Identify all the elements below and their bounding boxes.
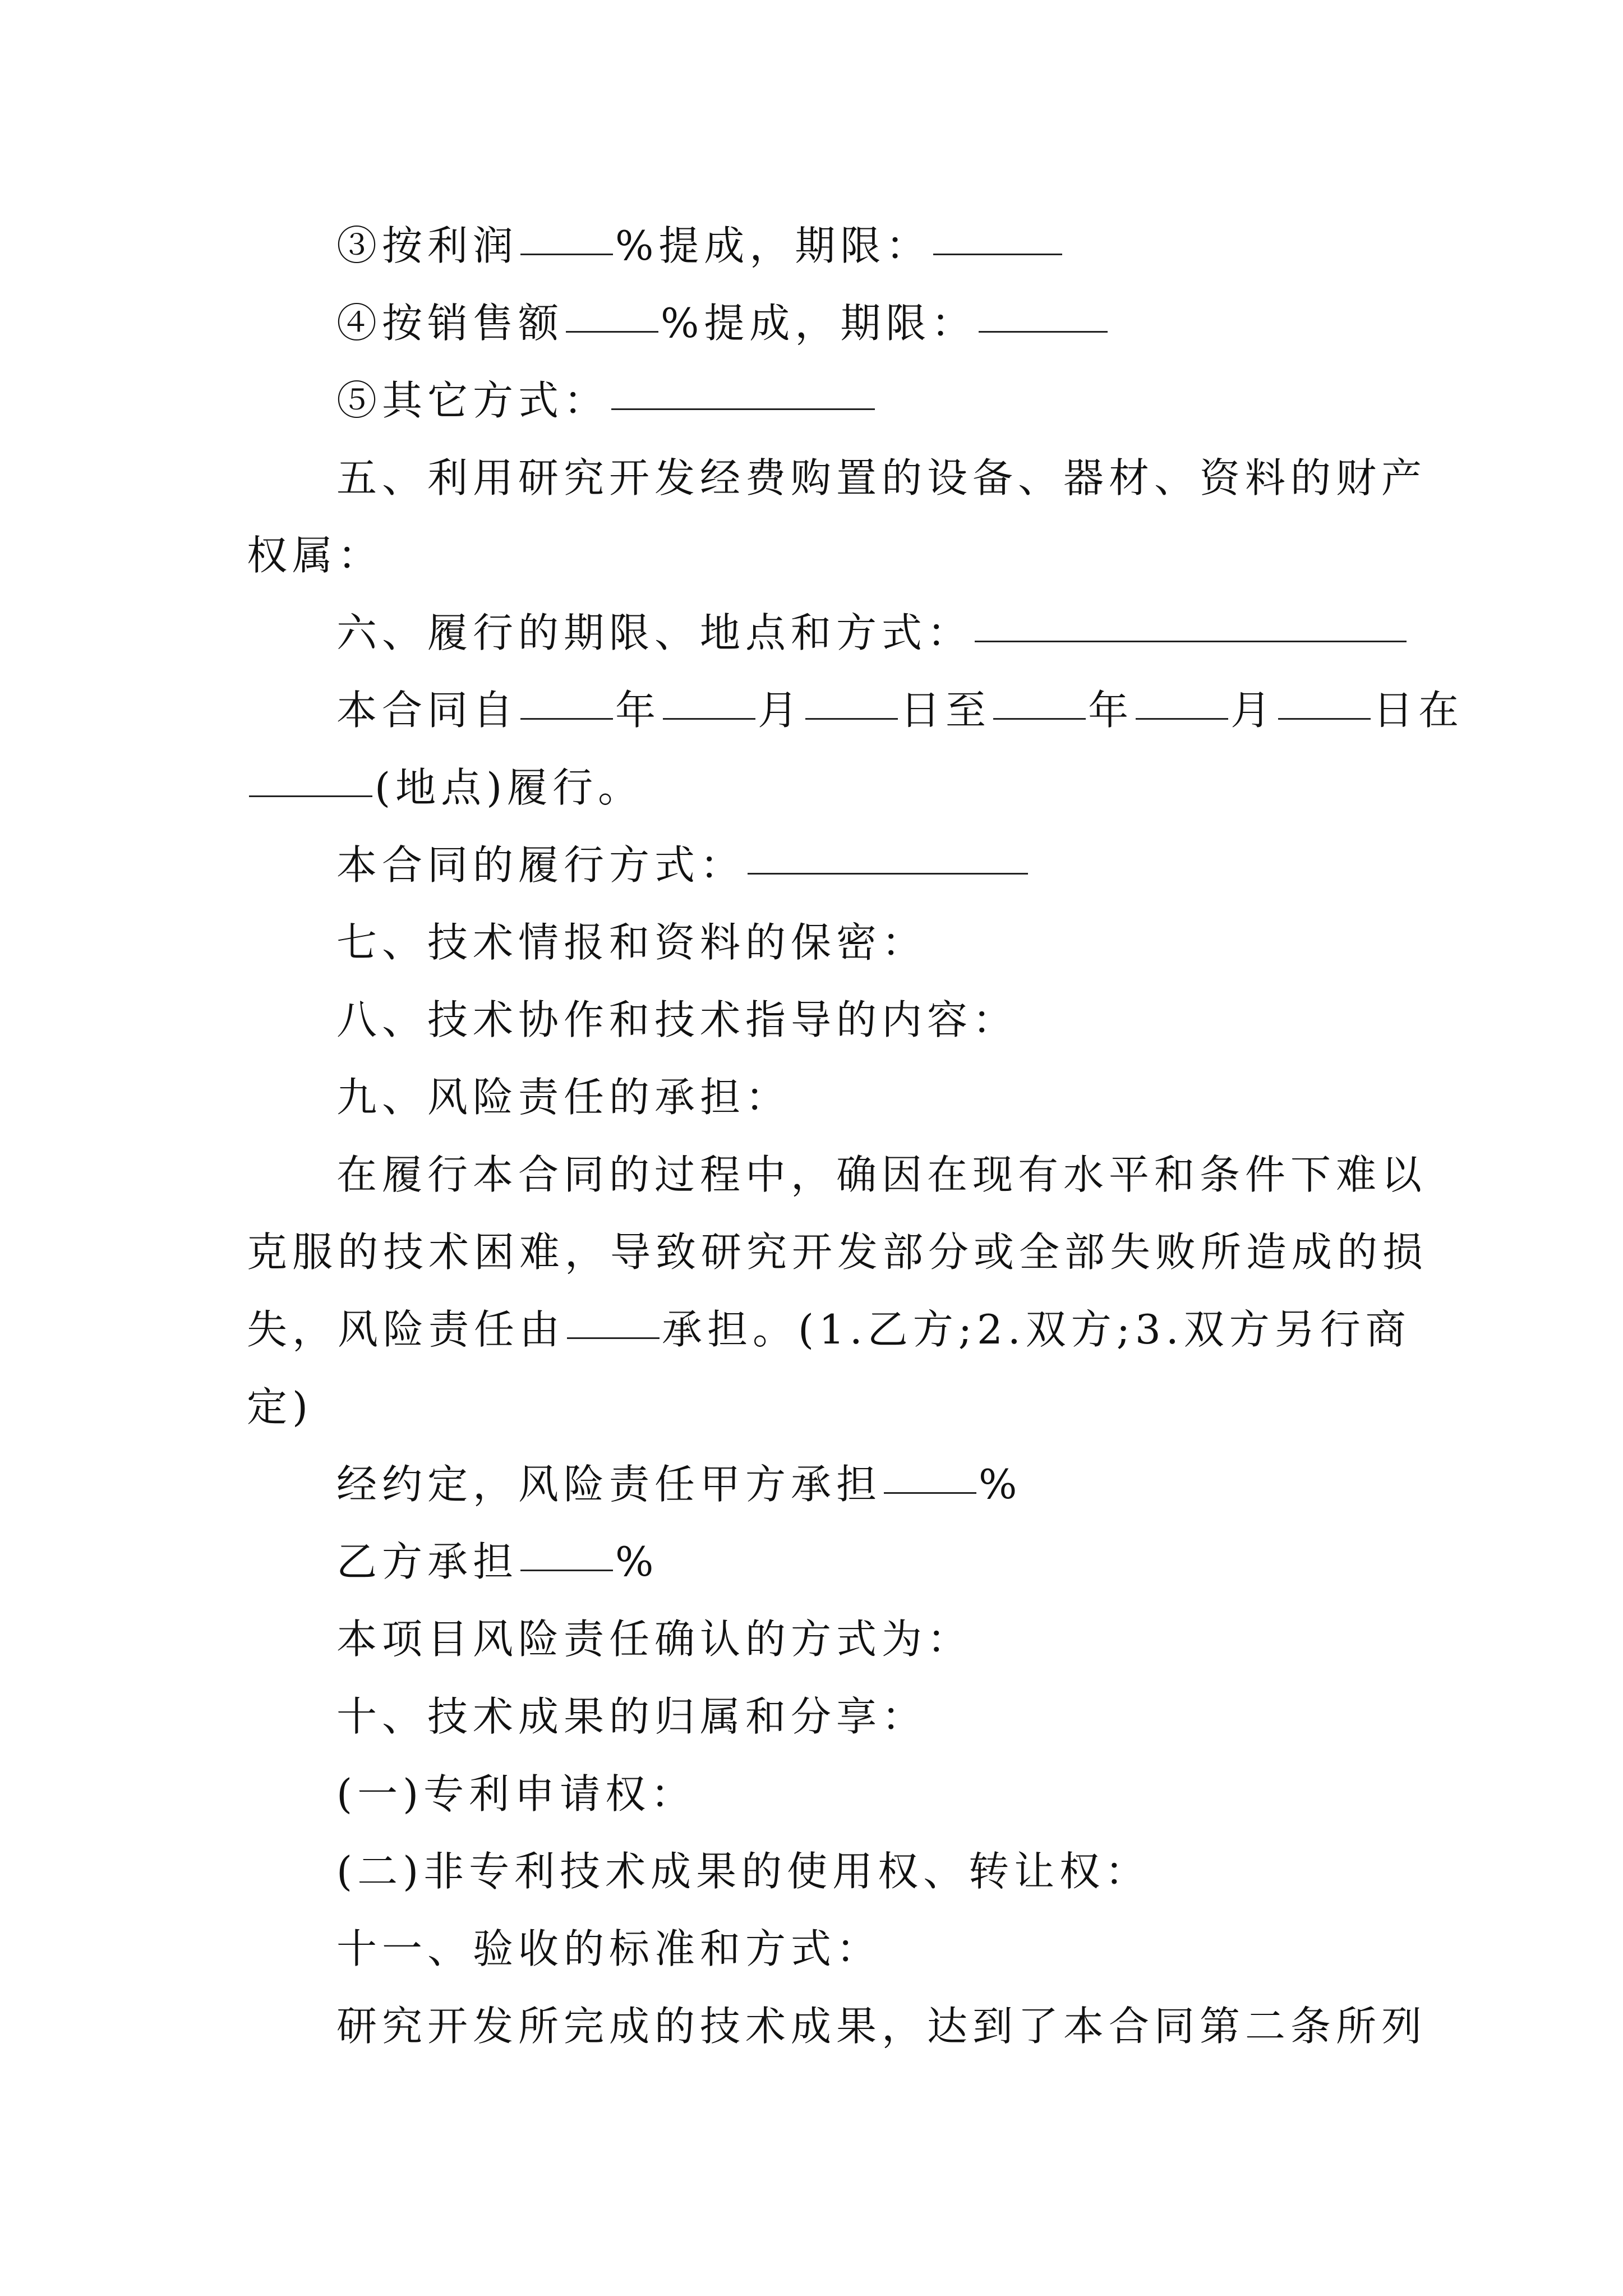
- text-line: [0, 1290, 1623, 1369]
- fill-blank: [975, 640, 1407, 642]
- text-line: [0, 1058, 1623, 1137]
- text-line: [0, 206, 1623, 285]
- text: ④按销售额: [336, 300, 564, 347]
- text: 定): [247, 1383, 313, 1430]
- text-line: [0, 1755, 1623, 1833]
- text: 失，风险责任由: [247, 1306, 565, 1353]
- text: 七、技术情报和资料的保密：: [336, 919, 928, 966]
- text-line: [0, 671, 1623, 749]
- text-line: [0, 361, 1623, 440]
- fill-blank: [1278, 717, 1371, 720]
- text: 经约定，风险责任甲方承担: [336, 1461, 882, 1508]
- fill-blank: [933, 253, 1062, 255]
- text-line: [0, 439, 1623, 517]
- text: 十一、验收的标准和方式：: [336, 1925, 882, 1972]
- text: 九、风险责任的承担：: [336, 1074, 791, 1121]
- text: 五、利用研究开发经费购置的设备、器材、资料的财产: [336, 454, 1427, 501]
- text-line: [0, 1600, 1623, 1678]
- text-line: [0, 1677, 1623, 1756]
- text: 日至: [900, 687, 992, 734]
- text: %: [615, 1538, 659, 1585]
- text-line: [0, 593, 1623, 672]
- text: %提成，期限：: [615, 222, 932, 269]
- fill-blank: [805, 717, 898, 720]
- fill-blank: [979, 330, 1108, 333]
- text: 日在: [1373, 687, 1464, 734]
- fill-blank: [884, 1492, 976, 1494]
- text: 年: [1088, 687, 1134, 734]
- text: 承担。(1.乙方;2.双方;3.双方另行商: [662, 1306, 1411, 1353]
- fill-blank: [993, 717, 1086, 720]
- text-line: [0, 1910, 1623, 1988]
- fill-blank: [663, 717, 755, 720]
- text-line: [0, 981, 1623, 1059]
- text-line: [0, 1135, 1623, 1214]
- fill-blank: [520, 717, 613, 720]
- fill-blank: [611, 408, 875, 410]
- fill-blank: [1136, 717, 1228, 720]
- fill-blank: [520, 253, 613, 255]
- text: 本合同自: [336, 687, 519, 734]
- text: 年: [615, 687, 661, 734]
- fill-blank: [748, 872, 1028, 875]
- fill-blank: [249, 795, 372, 797]
- text-line: [0, 748, 1623, 827]
- text-line: [0, 826, 1623, 904]
- text: 月: [758, 687, 804, 734]
- text-line: [0, 1987, 1623, 2065]
- fill-blank: [566, 330, 658, 333]
- text-line: [0, 1522, 1623, 1601]
- text: 八、技术协作和技术指导的内容：: [336, 996, 1018, 1043]
- text: 在履行本合同的过程中，确因在现有水平和条件下难以: [336, 1151, 1427, 1198]
- text: 本项目风险责任确认的方式为：: [336, 1616, 973, 1663]
- text-line: [0, 1368, 1623, 1446]
- text-line: [0, 1832, 1623, 1911]
- text: 权属：: [247, 532, 384, 579]
- text: %提成，期限：: [661, 300, 977, 347]
- text: (一)专利申请权：: [336, 1770, 697, 1818]
- text: 研究开发所完成的技术成果，达到了本合同第二条所列: [336, 2003, 1427, 2050]
- text-line: [0, 903, 1623, 982]
- text: 六、履行的期限、地点和方式：: [336, 609, 973, 656]
- text: 本合同的履行方式：: [336, 841, 746, 889]
- text: (二)非专利技术成果的使用权、转让权：: [336, 1848, 1151, 1895]
- text: ⑤其它方式：: [336, 377, 610, 424]
- text-line: [0, 1213, 1623, 1291]
- fill-blank: [520, 1569, 613, 1571]
- text: 乙方承担: [336, 1538, 519, 1585]
- text-line: [0, 284, 1623, 362]
- text: ③按利润: [336, 222, 519, 269]
- text: 月: [1230, 687, 1276, 734]
- fill-blank: [567, 1337, 660, 1339]
- text-line: [0, 516, 1623, 595]
- text-line: [0, 1445, 1623, 1524]
- text: (地点)履行。: [375, 764, 644, 811]
- text: 十、技术成果的归属和分享：: [336, 1693, 928, 1740]
- text: 克服的技术困难，导致研究开发部分或全部失败所造成的损: [247, 1228, 1428, 1276]
- text: %: [979, 1461, 1022, 1508]
